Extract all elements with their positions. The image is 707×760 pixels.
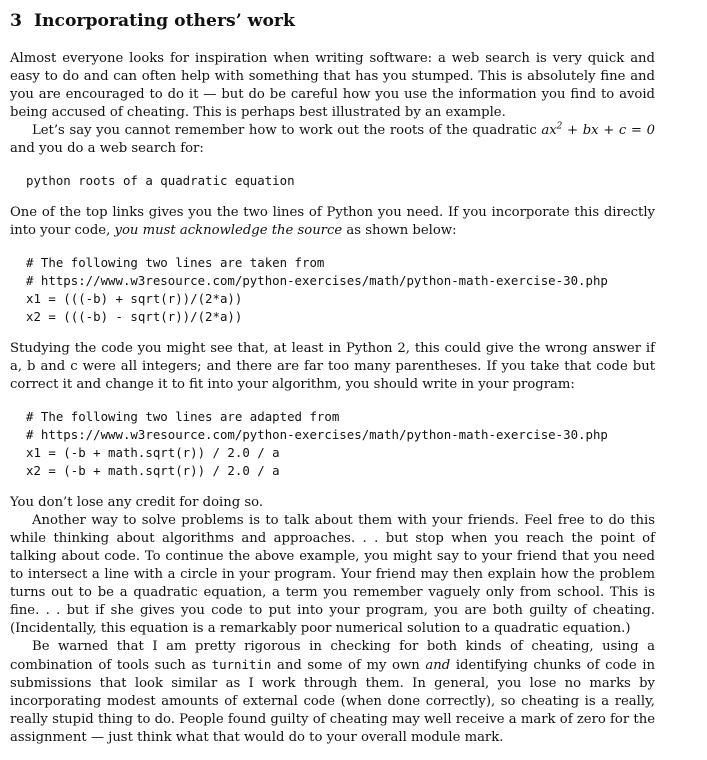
- and-emphasis: and: [425, 658, 451, 673]
- tool-name: turnitin: [211, 657, 272, 672]
- quadratic-text-after: and you do a web search for:: [10, 141, 204, 156]
- paragraph-credit: You don’t lose any credit for doing so.: [10, 495, 264, 510]
- code-line: # https://www.w3resource.com/python-exercises/math/python-math-exercise-30.php: [26, 273, 608, 288]
- paragraph-warning: Be warned that I am pretty rigorous in checking for both kinds of cheating, using a combination of tools such as turnitin and some of my own and identifying chunks of code in submissions that look similar as I work through them. In general, you lose no marks by incorporating modest amounts of external code (when done correctly), so cheating is a really, really stupid thing to do. People found guilty of cheating may well receive a mark of zero for the assignment — just think what that would do to your overall module mark.: [10, 639, 655, 745]
- paragraph-quadratic: [10, 122, 655, 158]
- code-line: # The following two lines are taken from: [26, 255, 325, 270]
- code-block-taken: [26, 254, 655, 326]
- quadratic-equation: $ax^2$ + bx + c = 0: [541, 121, 655, 138]
- code-line: x2 = (-b + math.sqrt(r)) / 2.0 / a: [26, 463, 280, 478]
- code-line: # https://www.w3resource.com/python-exercises/math/python-math-exercise-30.php: [26, 427, 608, 442]
- search-query-code: python roots of a quadratic equation: [26, 173, 295, 188]
- paragraph-intro: Almost everyone looks for inspiration when writing software: a web search is very quick and easy to do and can often help with something that has you stumped. This is absolutely fine and you are encouraged to do it — but do be careful how you use the information you find to avoid being accused of cheating. This is perhaps best illustrated by an example.: [10, 51, 655, 120]
- code-line: x1 = (-b + math.sqrt(r)) / 2.0 / a: [26, 445, 280, 460]
- code-line: x1 = (((-b) + sqrt(r))/(2*a)): [26, 291, 243, 306]
- code-line: # The following two lines are adapted from: [26, 409, 340, 424]
- quadratic-text-before: Let’s say you cannot remember how to work out the roots of the quadratic: [32, 123, 537, 138]
- code-line: x2 = (((-b) - sqrt(r))/(2*a)): [26, 309, 243, 324]
- paragraph-friends: Another way to solve problems is to talk about them with your friends. Feel free to do this while thinking about algorithms and approaches. . . but stop when you reach the point of talking about code. To continue the above example, you might say to your friend that you need to intersect a line with a circle in your program. Your friend may then explain how the problem turns out to be a quadratic equation, a term you remember vaguely only from school. This is fine. . . but if she gives you code to put into your program, you are both guilty of cheating. (Incidentally, this equation is a remarkably poor numerical solution to a quadratic equation.): [10, 513, 655, 636]
- section-heading: [10, 10, 655, 32]
- code-block-adapted: [26, 408, 655, 480]
- section-title: Incorporating others’ work: [33, 11, 295, 31]
- section-number: 3: [10, 11, 22, 31]
- paragraph-studying: Studying the code you might see that, at least in Python 2, this could give the wrong answer if a, b and c were all integers; and there are far too many parentheses. If you take that code but correct it and change it to fit into your algorithm, you should write in your program:: [10, 341, 655, 392]
- paragraph-acknowledge: One of the top links gives you the two lines of Python you need. If you incorporate this directly into your code, you must acknowledge the source as shown below:: [10, 205, 655, 238]
- acknowledge-emphasis: you must acknowledge the source: [114, 223, 343, 238]
